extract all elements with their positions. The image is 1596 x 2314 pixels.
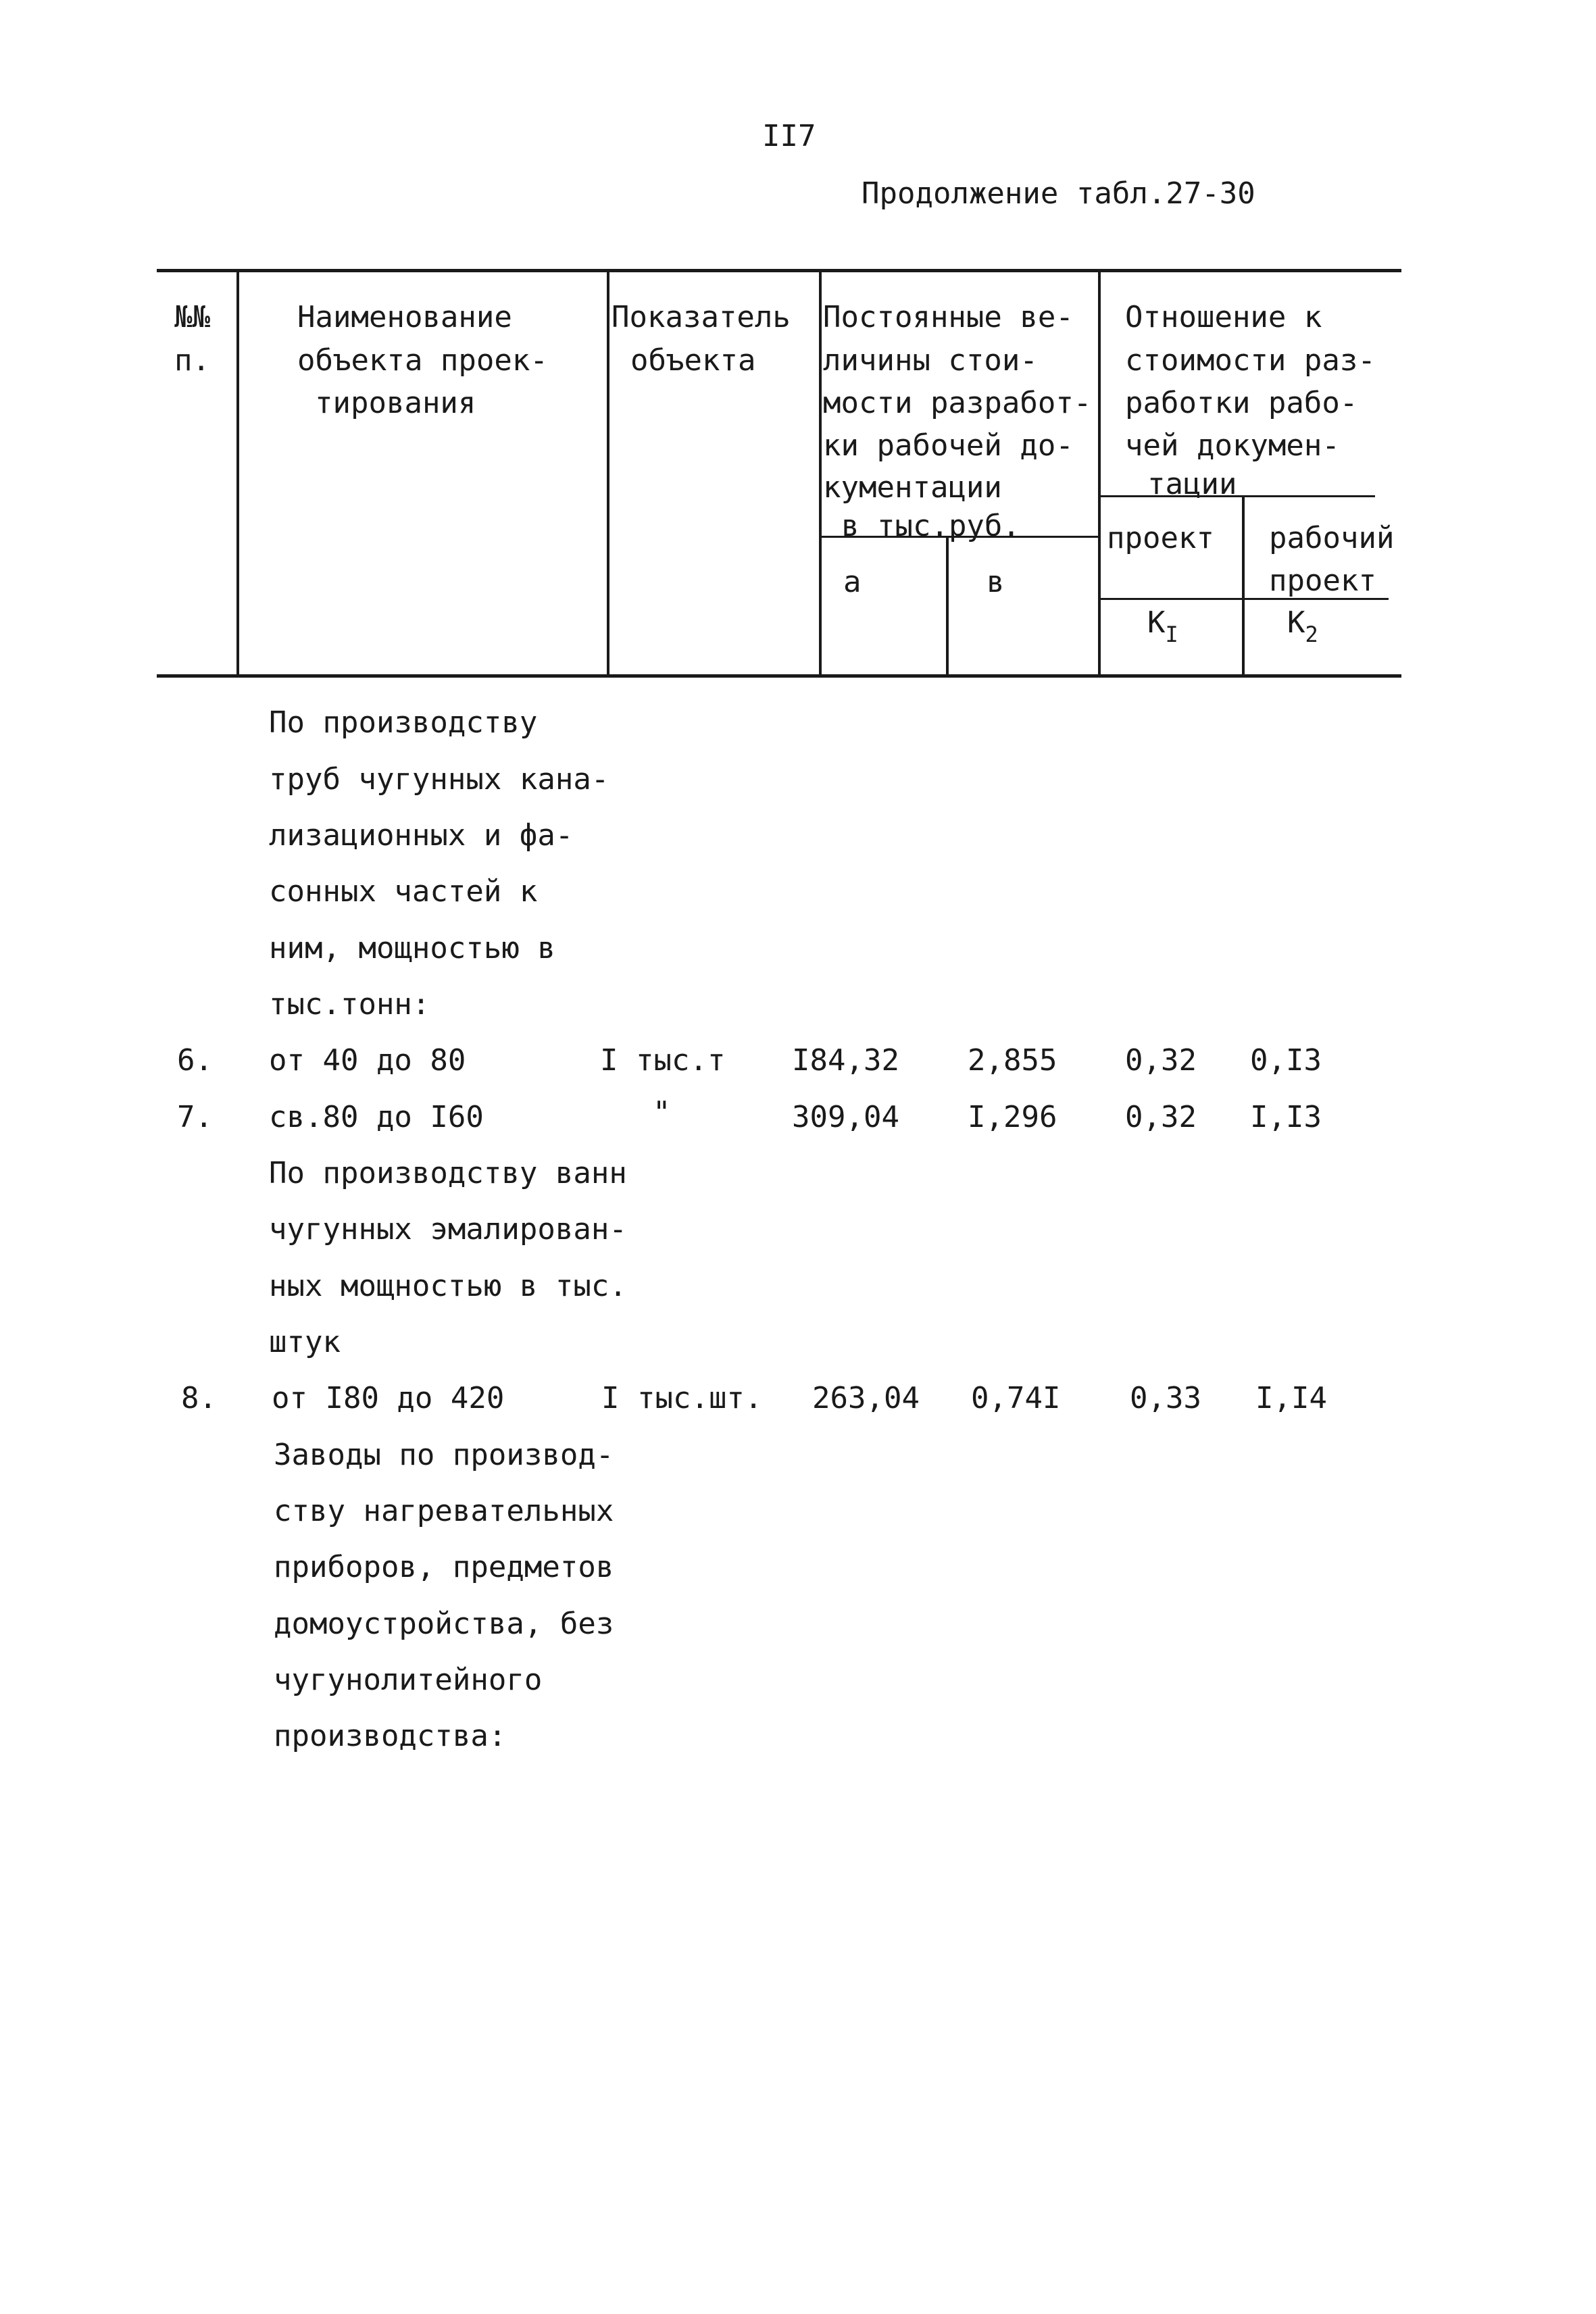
row-k2: I,I4 (1255, 1381, 1327, 1415)
row-num: 7. (177, 1100, 213, 1134)
col-divider-2 (607, 270, 609, 676)
row-indicator: " (653, 1095, 671, 1130)
page-number: II7 (762, 119, 816, 153)
row-k1: 0,32 (1125, 1043, 1197, 1078)
row-name: св.80 до I60 (269, 1100, 484, 1134)
row-k2: 0,I3 (1250, 1043, 1322, 1078)
table-top-border (157, 269, 1401, 272)
row-indicator: I тыс.шт. (601, 1381, 763, 1415)
row-a: I84,32 (792, 1043, 899, 1078)
row-indicator: I тыс.т (600, 1043, 726, 1078)
row-b: 2,855 (968, 1043, 1057, 1078)
col-divider-k (1242, 497, 1245, 676)
row-k1: 0,33 (1130, 1381, 1201, 1415)
row-num: 6. (177, 1043, 213, 1078)
table-continuation-title: Продолжение табл.27-30 (862, 176, 1255, 211)
col-divider-ab (946, 537, 949, 676)
row-name: от 40 до 80 (269, 1043, 466, 1078)
table-header-bottom-border (157, 674, 1401, 678)
row-b: 0,74I (971, 1381, 1061, 1415)
header-k2: $K_2$ (1287, 605, 1318, 647)
col-divider-4 (1098, 270, 1101, 676)
row-k2: I,I3 (1250, 1100, 1322, 1134)
k-underline (1098, 598, 1389, 600)
header-col-a: а (843, 565, 862, 599)
row-num: 8. (181, 1381, 217, 1415)
header-col-b: в (987, 565, 1005, 599)
row-name: от I80 до 420 (272, 1381, 505, 1415)
row-k1: 0,32 (1125, 1100, 1197, 1134)
row-a: 263,04 (812, 1381, 920, 1415)
header-k1: $K_I$ (1147, 605, 1178, 647)
col-divider-1 (236, 270, 239, 676)
row-a: 309,04 (792, 1100, 899, 1134)
col-divider-3 (819, 270, 822, 676)
row-b: I,296 (968, 1100, 1057, 1134)
header-project: проект (1107, 521, 1214, 555)
